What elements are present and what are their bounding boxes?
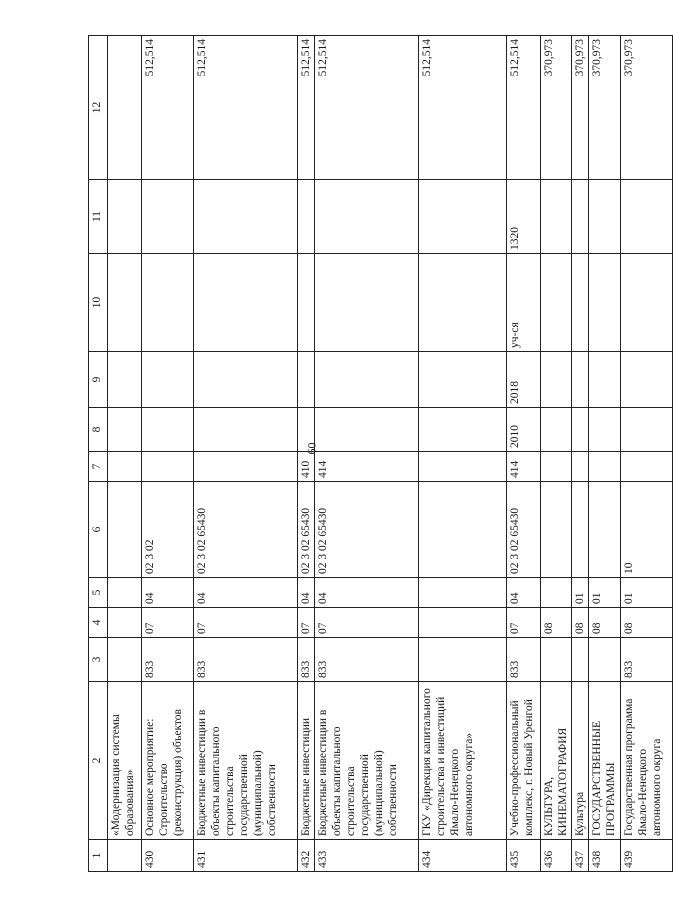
table-cell-col11 bbox=[621, 180, 673, 254]
table-cell-col7 bbox=[194, 452, 298, 482]
table-cell-col3: 833 bbox=[194, 638, 298, 682]
table-cell-col12: 512,514 bbox=[298, 36, 315, 180]
table-cell-col5: 01 bbox=[621, 578, 673, 608]
table-cell-col2: КУЛЬТУРА, КИНЕМАТОГРАФИЯ bbox=[541, 682, 572, 840]
table-cell-col7 bbox=[419, 452, 507, 482]
table-cell-col11 bbox=[298, 180, 315, 254]
table-cell-col6: 02 3 02 65430 bbox=[507, 482, 541, 578]
table-cell-col4: 08 bbox=[541, 608, 572, 638]
table-cell-col12: 370,973 bbox=[541, 36, 572, 180]
table-cell-col8 bbox=[589, 408, 621, 452]
table-cell-col5: 04 bbox=[298, 578, 315, 608]
table-cell-col2: Учебно-профессиональный комплекс, г. Новый Уренгой bbox=[507, 682, 541, 840]
table-row bbox=[621, 36, 673, 872]
table-cell-col11 bbox=[142, 180, 194, 254]
table-cell-col8: 2010 bbox=[507, 408, 541, 452]
header-cell: 5 bbox=[89, 578, 108, 608]
table-cell-col3 bbox=[419, 638, 507, 682]
header-cell: 2 bbox=[89, 682, 108, 840]
table-cell-col8 bbox=[108, 408, 142, 452]
table-cell-col7: 414 bbox=[507, 452, 541, 482]
table-cell-col7 bbox=[572, 452, 589, 482]
table-cell-col3 bbox=[589, 638, 621, 682]
header-cell: 6 bbox=[89, 482, 108, 578]
table-cell-col5: 04 bbox=[142, 578, 194, 608]
table-cell-col6 bbox=[541, 482, 572, 578]
table-cell-col2: Культура bbox=[572, 682, 589, 840]
table-cell-col6: 02 3 02 65430 bbox=[194, 482, 298, 578]
table-cell-col2: Бюджетные инвестиции в объекты капитального строительства государственной (муниципальной) собственности bbox=[194, 682, 298, 840]
table-row bbox=[541, 36, 572, 872]
table-cell-col10: уч-ся bbox=[507, 254, 541, 352]
table-cell-col12: 512,514 bbox=[507, 36, 541, 180]
table-cell-col3 bbox=[541, 638, 572, 682]
table-row bbox=[589, 36, 621, 872]
table-cell-col2: «Модернизация системы образования» bbox=[108, 682, 142, 840]
header-cell: 8 bbox=[89, 408, 108, 452]
table-cell-col8 bbox=[621, 408, 673, 452]
table-cell-col9 bbox=[572, 352, 589, 408]
table-cell-col1: 439 bbox=[621, 840, 673, 872]
table-cell-col8 bbox=[194, 408, 298, 452]
table-cell-col8 bbox=[142, 408, 194, 452]
table-cell-col3: 833 bbox=[621, 638, 673, 682]
table-cell-col8 bbox=[572, 408, 589, 452]
table-cell-col7 bbox=[108, 452, 142, 482]
table-cell-col2: ГОСУДАРСТВЕННЫЕ ПРОГРАММЫ bbox=[589, 682, 621, 840]
table-cell-col6: 02 3 02 65430 bbox=[298, 482, 315, 578]
table-cell-col11 bbox=[572, 180, 589, 254]
table-cell-col12: 512,514 bbox=[419, 36, 507, 180]
table-cell-col4: 08 bbox=[572, 608, 589, 638]
table-cell-col11 bbox=[315, 180, 419, 254]
table-cell-col6 bbox=[589, 482, 621, 578]
table-cell-col10 bbox=[142, 254, 194, 352]
table-cell-col6 bbox=[572, 482, 589, 578]
table-cell-col1: 435 bbox=[507, 840, 541, 872]
table-cell-col10 bbox=[315, 254, 419, 352]
table-cell-col4: 07 bbox=[315, 608, 419, 638]
table-cell-col1 bbox=[108, 840, 142, 872]
table-cell-col2: ГКУ «Дирекция капитального строительства и инвестиций Ямало-Ненецкого автономного округа» bbox=[419, 682, 507, 840]
header-cell: 11 bbox=[89, 180, 108, 254]
table-cell-col4: 08 bbox=[589, 608, 621, 638]
table-cell-col3: 833 bbox=[298, 638, 315, 682]
table-row bbox=[419, 36, 507, 872]
table-cell-col9 bbox=[419, 352, 507, 408]
table-cell-col5 bbox=[541, 578, 572, 608]
table-cell-col9 bbox=[298, 352, 315, 408]
page-number: 60 bbox=[304, 442, 319, 455]
table-cell-col5: 04 bbox=[315, 578, 419, 608]
table-cell-col9: 2018 bbox=[507, 352, 541, 408]
rotated-table-container bbox=[88, 36, 663, 872]
table-cell-col5: 04 bbox=[507, 578, 541, 608]
table-cell-col9 bbox=[108, 352, 142, 408]
table-row bbox=[194, 36, 298, 872]
table-cell-col3: 833 bbox=[142, 638, 194, 682]
table-cell-col12: 370,973 bbox=[621, 36, 673, 180]
table-cell-col8 bbox=[541, 408, 572, 452]
budget-table bbox=[88, 35, 673, 872]
table-cell-col12: 370,973 bbox=[589, 36, 621, 180]
table-cell-col3: 833 bbox=[507, 638, 541, 682]
header-cell: 10 bbox=[89, 254, 108, 352]
table-cell-col10 bbox=[621, 254, 673, 352]
table-row bbox=[298, 36, 315, 872]
table-cell-col2: Основное мероприятие: Строительство (реконструкция) объектов bbox=[142, 682, 194, 840]
table-cell-col6: 02 3 02 bbox=[142, 482, 194, 578]
table-cell-col12: 370,973 bbox=[572, 36, 589, 180]
table-cell-col10 bbox=[541, 254, 572, 352]
table-row bbox=[108, 36, 142, 872]
table-cell-col9 bbox=[315, 352, 419, 408]
table-cell-col9 bbox=[589, 352, 621, 408]
table-cell-col1: 430 bbox=[142, 840, 194, 872]
table-cell-col7: 410 bbox=[298, 452, 315, 482]
table-cell-col3: 833 bbox=[315, 638, 419, 682]
table-cell-col12: 512,514 bbox=[315, 36, 419, 180]
table-cell-col5 bbox=[108, 578, 142, 608]
table-cell-col7 bbox=[589, 452, 621, 482]
table-cell-col8 bbox=[419, 408, 507, 452]
table-cell-col6: 02 3 02 65430 bbox=[315, 482, 419, 578]
table-cell-col3 bbox=[572, 638, 589, 682]
header-cell: 12 bbox=[89, 36, 108, 180]
header-cell: 1 bbox=[89, 840, 108, 872]
table-cell-col5 bbox=[419, 578, 507, 608]
table-cell-col3 bbox=[108, 638, 142, 682]
table-cell-col1: 436 bbox=[541, 840, 572, 872]
table-cell-col8 bbox=[315, 408, 419, 452]
table-cell-col12: 512,514 bbox=[142, 36, 194, 180]
table-cell-col2: Государственная программа Ямало-Ненецкого автономного округа bbox=[621, 682, 673, 840]
table-cell-col12: 512,514 bbox=[194, 36, 298, 180]
table-cell-col5: 01 bbox=[572, 578, 589, 608]
table-row bbox=[315, 36, 419, 872]
table-cell-col7: 414 bbox=[315, 452, 419, 482]
table-cell-col9 bbox=[541, 352, 572, 408]
table-cell-col4: 07 bbox=[507, 608, 541, 638]
table-cell-col4: 08 bbox=[621, 608, 673, 638]
table-cell-col7 bbox=[621, 452, 673, 482]
table-cell-col1: 438 bbox=[589, 840, 621, 872]
table-cell-col4: 07 bbox=[298, 608, 315, 638]
table-cell-col4 bbox=[108, 608, 142, 638]
table-cell-col7 bbox=[142, 452, 194, 482]
header-cell: 9 bbox=[89, 352, 108, 408]
table-cell-col1: 431 bbox=[194, 840, 298, 872]
table-cell-col4: 07 bbox=[142, 608, 194, 638]
table-cell-col1: 433 bbox=[315, 840, 419, 872]
table-cell-col7 bbox=[541, 452, 572, 482]
table-cell-col4 bbox=[419, 608, 507, 638]
table-cell-col11 bbox=[419, 180, 507, 254]
header-cell: 3 bbox=[89, 638, 108, 682]
table-cell-col6 bbox=[419, 482, 507, 578]
table-row bbox=[572, 36, 589, 872]
table-row bbox=[142, 36, 194, 872]
header-cell: 7 bbox=[89, 452, 108, 482]
table-cell-col2: Бюджетные инвестиции в объекты капитального строительства государственной (муниципальной) собственности bbox=[315, 682, 419, 840]
table-cell-col10 bbox=[419, 254, 507, 352]
table-cell-col1: 437 bbox=[572, 840, 589, 872]
table-cell-col1: 434 bbox=[419, 840, 507, 872]
table-cell-col4: 07 bbox=[194, 608, 298, 638]
table-cell-col8 bbox=[298, 408, 315, 452]
table-cell-col10 bbox=[108, 254, 142, 352]
table-cell-col10 bbox=[572, 254, 589, 352]
table-cell-col10 bbox=[194, 254, 298, 352]
table-cell-col11 bbox=[108, 180, 142, 254]
header-cell: 4 bbox=[89, 608, 108, 638]
table-cell-col6 bbox=[108, 482, 142, 578]
table-cell-col1: 432 bbox=[298, 840, 315, 872]
table-cell-col9 bbox=[142, 352, 194, 408]
table-cell-col11 bbox=[589, 180, 621, 254]
table-cell-col9 bbox=[194, 352, 298, 408]
table-cell-col12 bbox=[108, 36, 142, 180]
table-cell-col6: 10 bbox=[621, 482, 673, 578]
table-cell-col5: 04 bbox=[194, 578, 298, 608]
table-cell-col11: 1320 bbox=[507, 180, 541, 254]
table-cell-col2: Бюджетные инвестиции bbox=[298, 682, 315, 840]
table-cell-col5: 01 bbox=[589, 578, 621, 608]
table-row bbox=[507, 36, 541, 872]
table-cell-col11 bbox=[194, 180, 298, 254]
table-cell-col11 bbox=[541, 180, 572, 254]
table-cell-col10 bbox=[298, 254, 315, 352]
table-cell-col9 bbox=[621, 352, 673, 408]
table-cell-col10 bbox=[589, 254, 621, 352]
header-row bbox=[89, 36, 108, 872]
